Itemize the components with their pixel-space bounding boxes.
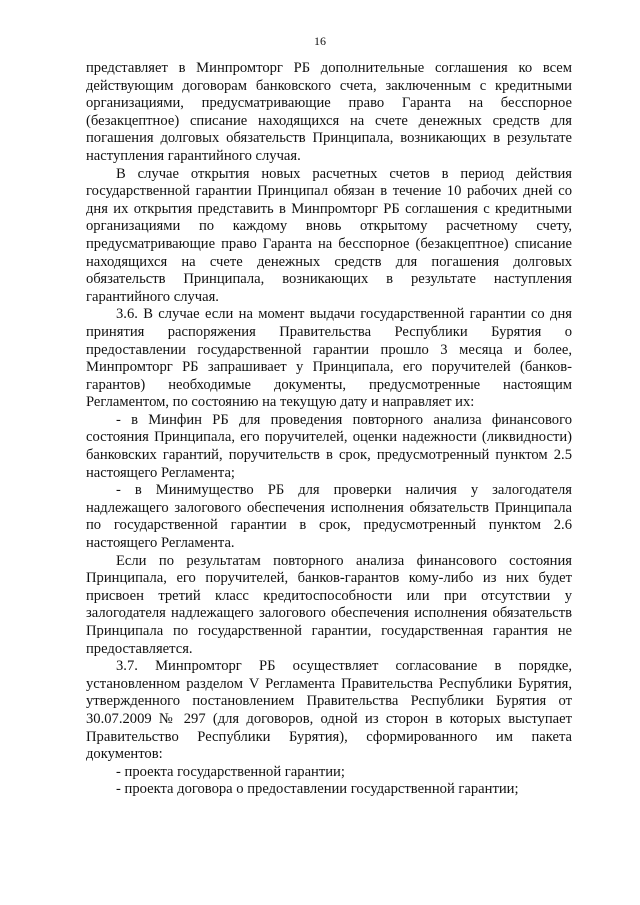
paragraph-1: представляет в Минпромторг РБ дополнительные соглашения ко всем действующим договорам банковского счета, заключенным с кредитными организациями, предусматривающие право Гаранта на бесспорное (безакцептное) списание находящихся на счете денежных средств для погашения долговых обязательств Принципала, возникающих в результате наступления гарантийного случая.	[86, 60, 572, 164]
paragraph-6: Если по результатам повторного анализа финансового состояния Принципала, его поручителей, банков-гарантов кому-либо из них будет присвоен третий класс кредитоспособности или при отсутствии у залогодателя надлежащего залогового обеспечения исполнения обязательств Принципала по государственной гарантии, государственная гарантия не предоставляется.	[86, 552, 572, 657]
paragraph-5: - в Минимущество РБ для проверки наличия у залогодателя надлежащего залогового обеспечения исполнения обязательств Принципала по государственной гарантии в срок, предусмотренный пунктом 2.6 настоящего Регламента.	[86, 482, 572, 552]
page-number: 16	[314, 34, 326, 48]
paragraph-8: - проекта государственной гарантии;	[116, 763, 345, 780]
paragraph-2: В случае открытия новых расчетных счетов в период действия государственной гарантии Принципал обязан в течение 10 рабочих дней со дня их открытия представить в Минпромторг РБ соглашения с кредитными организациями по каждому вновь открытому расчетному счету, предусматривающие право Гаранта на бесспорное (безакцептное) списание находящихся на счете денежных средств для погашения долговых обязательств Принципала, возникающих в результате наступления гарантийного случая.	[86, 165, 572, 305]
paragraph-9: - проекта договора о предоставлении государственной гарантии;	[116, 781, 519, 798]
paragraph-3: 3.6. В случае если на момент выдачи государственной гарантии со дня принятия распоряжения Правительства Республики Бурятия о предоставлении государственной гарантии прошло 3 месяца и более, Минпромторг РБ запрашивает у Принципала, его поручителей (банков-гарантов) необходимые документы, предусмотренные настоящим Регламентом, по состоянию на текущую дату и направляет их:	[86, 306, 572, 411]
paragraph-7: 3.7. Минпромторг РБ осуществляет согласование в порядке, установленном разделом V Регламента Правительства Республики Бурятия, утвержденного постановлением Правительства Республики Бурятия от 30.07.2009 № 297 (для договоров, одной из сторон в которых выступает Правительство Республики Бурятия), сформированного им пакета документов:	[86, 658, 572, 763]
paragraph-4: - в Минфин РБ для проведения повторного анализа финансового состояния Принципала, его поручителей, оценки надежности (ликвидности) банковских гарантий, поручительств в срок, предусмотренный пунктом 2.5 настоящего Регламента;	[86, 411, 572, 481]
document-body	[86, 60, 572, 799]
